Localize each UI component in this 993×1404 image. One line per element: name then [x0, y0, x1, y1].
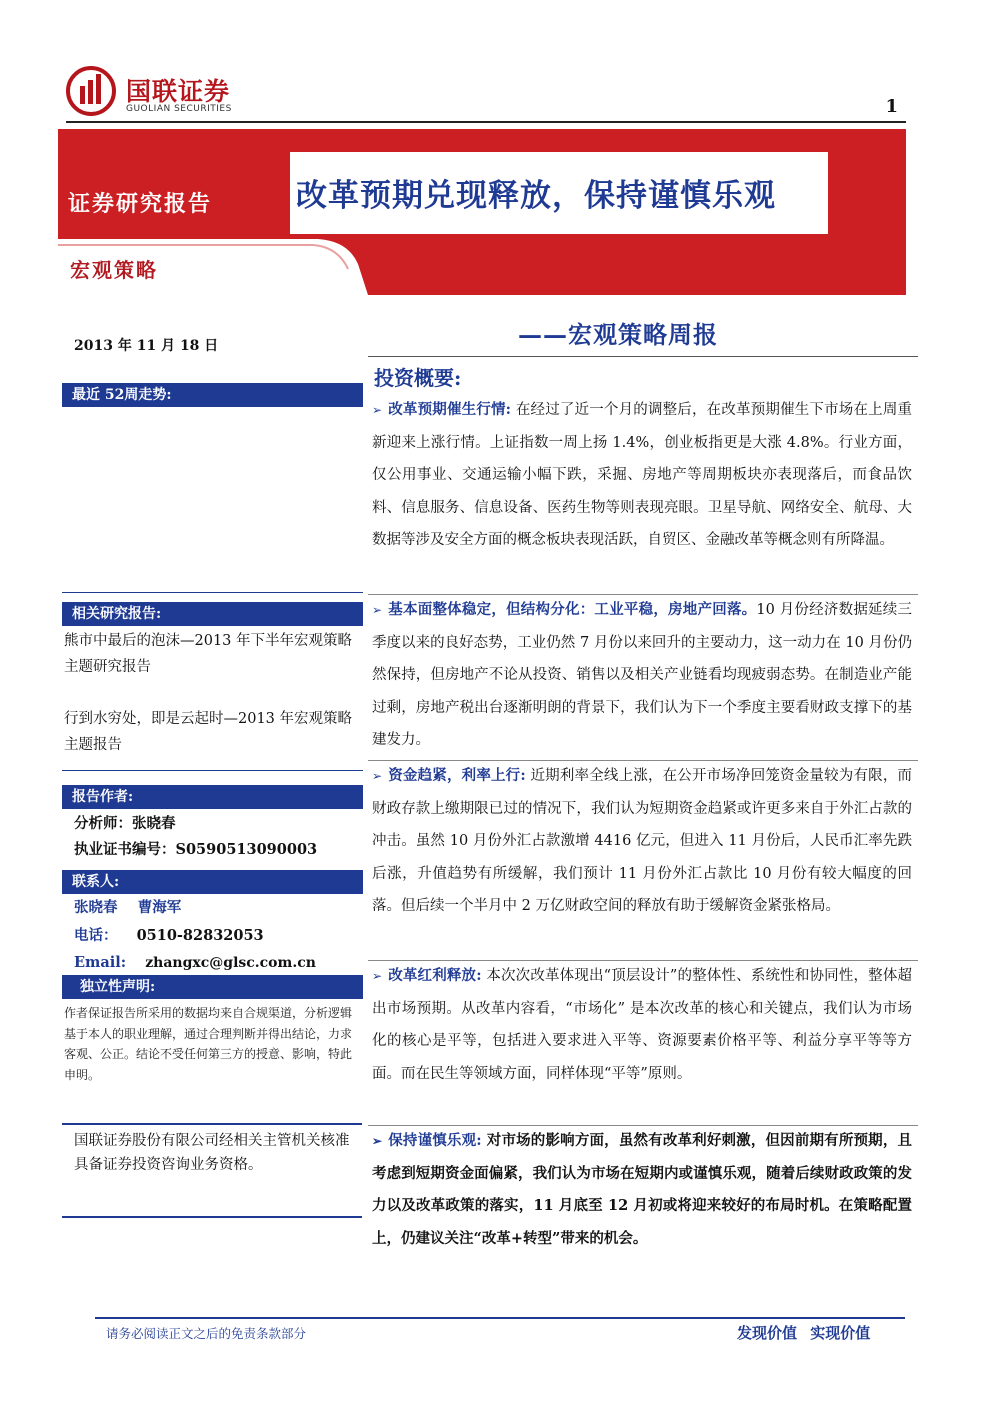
author-section-header: 报告作者:: [62, 785, 363, 809]
independence-statement: 作者保证报告所采用的数据均来自合规渠道，分析逻辑基于本人的职业理解，通过合理判断并得出结论，力求客观、公正。结论不受任何第三方的授意、影响，特此申明。: [64, 1006, 353, 1082]
header-divider: [66, 121, 906, 123]
related-reports-header: 相关研究报告:: [62, 602, 363, 626]
report-title: 改革预期兑现释放，保持谨慎乐观: [296, 178, 776, 214]
summary-item-text: 本次次改革体现出“顶层设计”的整体性、系统性和协同性，整体超出市场预期。从改革内容看，“市场化” 是本次改革的核心和关键点，我们认为市场化的核心是平等，包括进入要求进入平等、资源要素价格平等、利益分享平等等方面。而在民生等领域方面，同样体现“平等”原则。: [372, 968, 912, 1082]
guolian-logo-icon: [66, 66, 116, 116]
summary-item-text: 10 月份经济数据延续三季度以来的良好态势，工业仍然 7 月份以来回升的主要动力，这一动力在 10 月份仍然保持，但房地产不论从投资、销售以及相关产业链看均现疲弱态势。在制造业产能过剩，房地产税出台逐渐明朗的背景下，我们认为下一个季度主要看财政支撑下的基建发力。: [372, 602, 913, 748]
subtitle-divider: [368, 356, 918, 357]
contact-section-header: 联系人:: [62, 870, 363, 894]
logo-english-name: GUOLIAN SECURITIES: [126, 104, 232, 114]
related-report-1: 熊市中最后的泡沫—2013 年下半年宏观策略主题研究报告: [64, 633, 353, 675]
footer-slogan: 发现价值 实现价值: [737, 1324, 871, 1342]
arrow-bullet-icon: ➢: [372, 969, 383, 983]
phone-line: [74, 924, 264, 947]
summary-header: 投资概要:: [374, 366, 462, 390]
footer-disclaimer-note: 请务必阅读正文之后的免责条款部分: [106, 1326, 307, 1341]
license-statement: 国联证券股份有限公司经相关主管机关核准具备证券投资咨询业务资格。: [74, 1133, 350, 1173]
analyst-name: 分析师：张晓春: [74, 815, 176, 832]
arrow-bullet-icon: ➢: [372, 403, 383, 417]
email-line: [74, 951, 316, 975]
summary-item-1: [372, 394, 912, 557]
summary-item-text: 在经过了近一个月的调整后，在改革预期催生下市场在上周重新迎来上涨行情。上证指数一周上扬 1.4%，创业板指更是大涨 4.8%。行业方面，仅公用事业、交通运输小幅下跌，采掘、房地产等周期板块亦表现落后，而食品饮料、信息服务、信息设备、医药生物等则表现亮眼。卫星导航、网络安全、航母、大数据等涉及安全方面的概念板块表现活跃，自贸区、金融改革等概念则有所降温。: [372, 402, 913, 548]
arrow-bullet-icon: ➢: [372, 769, 383, 783]
certificate-number: 执业证书编号：S0590513090003: [74, 841, 318, 858]
trend-section-divider: [62, 592, 363, 593]
email-label: Email:: [74, 954, 127, 971]
summary-item-5: [372, 1125, 912, 1255]
summary-item-2: [372, 594, 912, 757]
trend-section-header: 最近 52周走势:: [62, 383, 363, 407]
arrow-bullet-icon: ➢: [372, 603, 383, 617]
summary-item-lead: 基本面整体稳定，但结构分化：工业平稳，房地产回落。: [388, 601, 757, 618]
summary-item-lead: 保持谨慎乐观:: [388, 1132, 482, 1149]
report-subtitle: ——宏观策略周报: [518, 320, 718, 349]
report-category: 证券研究报告: [68, 191, 213, 217]
company-logo: [66, 66, 266, 116]
related-reports-divider: [62, 770, 363, 771]
summary-item-lead: 资金趋紧，利率上行:: [388, 767, 526, 784]
phone-label: 电话：: [74, 927, 118, 944]
phone-value: 0510-82832053: [136, 927, 264, 944]
independence-section-header: 独立性声明:: [62, 975, 363, 999]
logo-chinese-name: 国联证券: [126, 77, 231, 106]
summary-item-lead: 改革预期催生行情:: [388, 401, 512, 418]
summary-item-lead: 改革红利释放:: [388, 967, 482, 984]
summary-item-text: 对市场的影响方面，虽然有改革利好刺激，但因前期有所预期，且考虑到短期资金面偏紧，我们认为市场在短期内或谨慎乐观，随着后续财政政策的发力以及改革政策的落实，11 月底至 12 月初或将迎来较好的布局时机。在策略配置上，仍建议关注“改革+转型”带来的机会。: [372, 1132, 912, 1247]
summary-item-4: [372, 960, 912, 1090]
summary-item-3: [372, 760, 912, 923]
arrow-bullet-icon: ➢: [372, 1134, 383, 1148]
report-date: 2013 年 11 月 18 日: [74, 338, 219, 354]
page-number: 1: [885, 96, 898, 117]
footer-divider: [95, 1317, 905, 1319]
report-subcategory: 宏观策略: [70, 258, 158, 282]
related-report-2: 行到水穷处，即是云起时—2013 年宏观策略主题报告: [64, 711, 353, 753]
contact-names: 张晓春 曹海军: [74, 899, 182, 916]
email-value: zhangxc@glsc.com.cn: [145, 955, 316, 971]
summary-item-text: 近期利率全线上涨，在公开市场净回笼资金量较为有限，而财政存款上缴期限已过的情况下，我们认为短期资金趋紧或许更多来自于外汇占款的冲击。虽然 10 月份外汇占款激增 4416 亿元，但进入 11 月份后，人民币汇率先跌后涨，升值趋势有所缓解，我们预计 11 月份外汇占款比 10 月份有较大幅度的回落。但后续一个半月中 2 万亿财政空间的释放有助于缓解资金紧张格局。: [372, 768, 912, 914]
